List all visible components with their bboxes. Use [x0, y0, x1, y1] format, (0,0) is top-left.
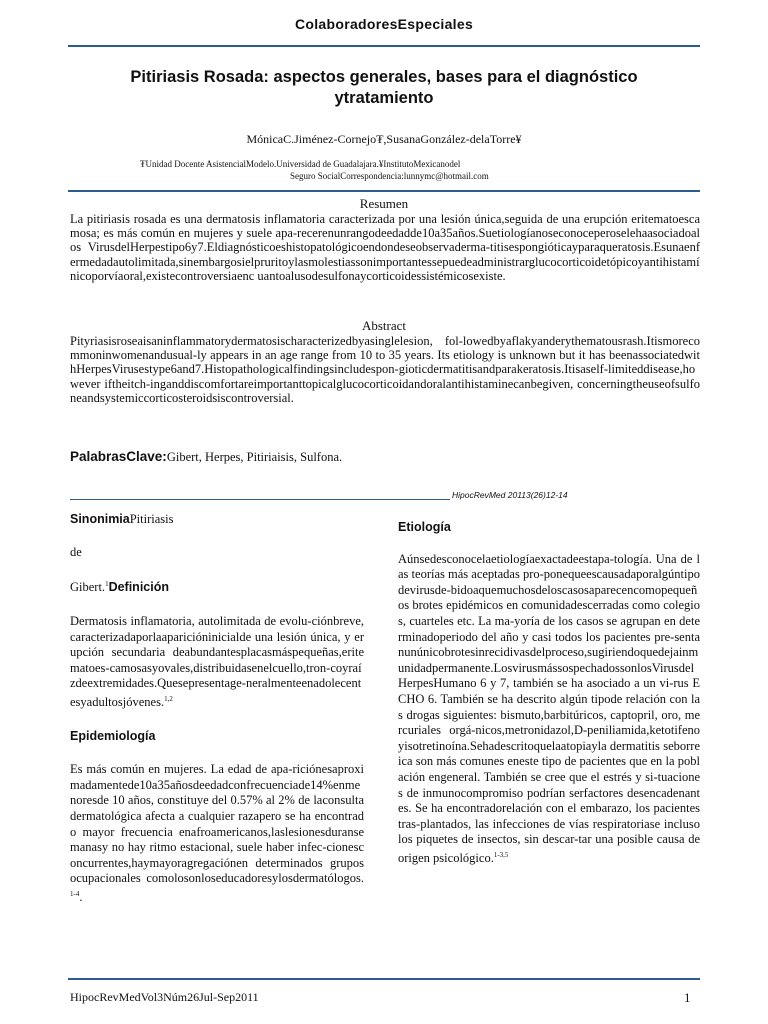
- right-column: [398, 520, 700, 867]
- affiliations: [140, 158, 640, 182]
- epidemiologia-end: .: [79, 890, 83, 905]
- keywords-label: PalabrasClave:: [70, 449, 167, 464]
- abstract-heading: Abstract: [361, 318, 407, 333]
- header-rule: [68, 45, 700, 47]
- page-number: 1: [684, 990, 691, 1005]
- etiologia-text: Aúnsedesconocelaetiologíaexactadeestapa-tología. Una de las teorías más aceptadas pro-ponequeescausadaporalgúntipodevirusde-bidoaquemuchosdeloscasosaparecencomopequeños brotes epidémicos en comunidadescerradas como colegios, cuarteles etc. La ma-yoría de los casos se agrupan en determinadoperiodo del año y casi todos los pacientes pre-sentanunúnicobrotesinrecidivasdelproceso,sugiriendoquedejainmunidadpermanente.LosvirusmássospechadossonlosVirusdelHerpesHumano 6 y 7, también se ha asociado a un vi-rus ECHO 6. También se ha descrito algún tipode relación con las drogas siguientes: bismuto,barbitúricos, captopril, oro, mercuriales orgá-nicos,metronidazol,D-peniliamida,ketotifenoyisotretinoína.Sehadescritoquelaatopiayla dermatitis seborreica son más comunes eneste tipo de pacientes que en la población engeneral. También se cree que el estrés y si-tuaciones de inmunocompromiso podrían serfactores desencadenantes. Se ha encontradorelación con el embarazo, los pacientes tras-plantados, las infecciones de vías respiratoriase incluso los piquetes de insectos, sin descar-tar una posible causa de origen psicológico.: [398, 551, 700, 866]
- footer-rule: [68, 978, 700, 980]
- epidemiologia-ref: 1-4: [70, 890, 80, 898]
- authors: MónicaC.Jiménez-Cornejo₮,SusanaGonzález-delaTorre¥: [246, 132, 522, 146]
- citation-bar: [70, 488, 710, 502]
- sinonimia-text: Pitiriasis: [129, 512, 174, 526]
- citation-text: HipocRevMed 20113(26)12-14: [452, 490, 568, 500]
- keywords-text: Gibert, Herpes, Pitiriaisis, Sulfona.: [166, 450, 343, 464]
- sinonimia-text-2: de: [70, 544, 82, 559]
- resumen-rule: [68, 190, 700, 192]
- etiologia-ref: 1-3,5: [493, 850, 509, 859]
- definicion-heading: Definición: [108, 580, 169, 595]
- article-title: Pitiriasis Rosada: aspectos generales, bases para el diagnóstico ytratamiento: [130, 68, 638, 107]
- resumen-heading: Resumen: [359, 196, 409, 211]
- affiliation-line-1: ₮Unidad Docente AsistencialModelo.Universidad de Guadalajara.¥InstitutoMexicanodel: [140, 159, 461, 169]
- definicion-text: Dermatosis inflamatoria, autolimitada de evolu-ciónbreve,caracterizadaporlaaparicióninicialde una lesión única, y erupción secundaria deabundantesplacasmáspequeñas,eritematoes-camosasyovales,distribuidasenelcuello,tron-coyraízdeextremidades.Quesepresentage-neralmenteenadolecentesyadultosjóvenes.: [70, 613, 364, 710]
- sinonimia-heading: Sinonimia: [70, 512, 130, 526]
- citation-rule: [70, 499, 450, 500]
- epidemiologia-heading: Epidemiología: [70, 728, 156, 743]
- affiliation-line-2: Seguro SocialCorrespondencia:lunnymc@hotmail.com: [290, 171, 489, 181]
- abstract-text: Pityriasisroseaisaninflammatorydermatosischaracterizedbyasinglelesion, fol-lowedbyaflakyanderythematousrash.Itismorecommoninwomenandusual-ly appears in an age range from 10 to 35 years. Its etiology is unknown but it has beenassociatedwithHerpesVirusestype6and7.Histopathologicalfindingsincludespon-gioticdermatitisandparakeratosis.Itisaself-limiteddisease,however iftheitch-inganddiscomfortareimportanttopicalglucocorticoidandoralantihistaminecanbegiven, concerningtheuseofsulfoneandsystemiccorticosteroidsiscontroversial.: [70, 334, 700, 405]
- sinonimia-ref: 1: [105, 580, 109, 589]
- footer-journal: HipocRevMedVol3Núm26Jul-Sep2011: [70, 990, 259, 1004]
- keywords: [70, 449, 700, 465]
- etiologia-heading: Etiología: [398, 520, 451, 534]
- section-label: ColaboradoresEspeciales: [294, 16, 474, 32]
- left-column: [70, 512, 364, 906]
- resumen-text: La pitiriasis rosada es una dermatosis inflamatoria caracterizada por una lesión única,seguida de una erupción eritematoescamosa; es más común en mujeres y suele apa-recerenunrangodeedadde10a35años.Suetiologíanoseconoceperoselehaasociadoalos VirusdelHerpestipo6y7.Eldiagnósticoeshistopatológicoendondeseobservaderma-titisespongióticayparaqueratosis.Esunaenfermedadautolimitada,sinembargosielpruritoylasmolestiassonimportantessepuedeadministrarglucocorticoidetópicoyantihistamínicoporvíaoral,existecontroversiaenc uantoalusodesulfonaycorticoidessistémicosexiste.: [70, 212, 700, 283]
- definicion-ref: 1,2: [164, 694, 173, 703]
- sinonimia-text-3: Gibert.: [70, 580, 106, 595]
- epidemiologia-text: Es más común en mujeres. La edad de apa-riciónesaproximadamentede10a35añosdeedadconfrecuenciade14%enmenoresde 10 años, constituye del 0.57% al 2% de laconsulta dermatológica afecta a cualquier razapero se ha encontrado mayor frecuencia enafroamericanos,laslesionesduransemanasy no hay ritmo estacional, suele haber infec-cionesconcurrentes,haymayoragregaciónen determinados grupos ocupacionales comolosonloseducadoresylosdermatólogos.: [70, 762, 364, 886]
